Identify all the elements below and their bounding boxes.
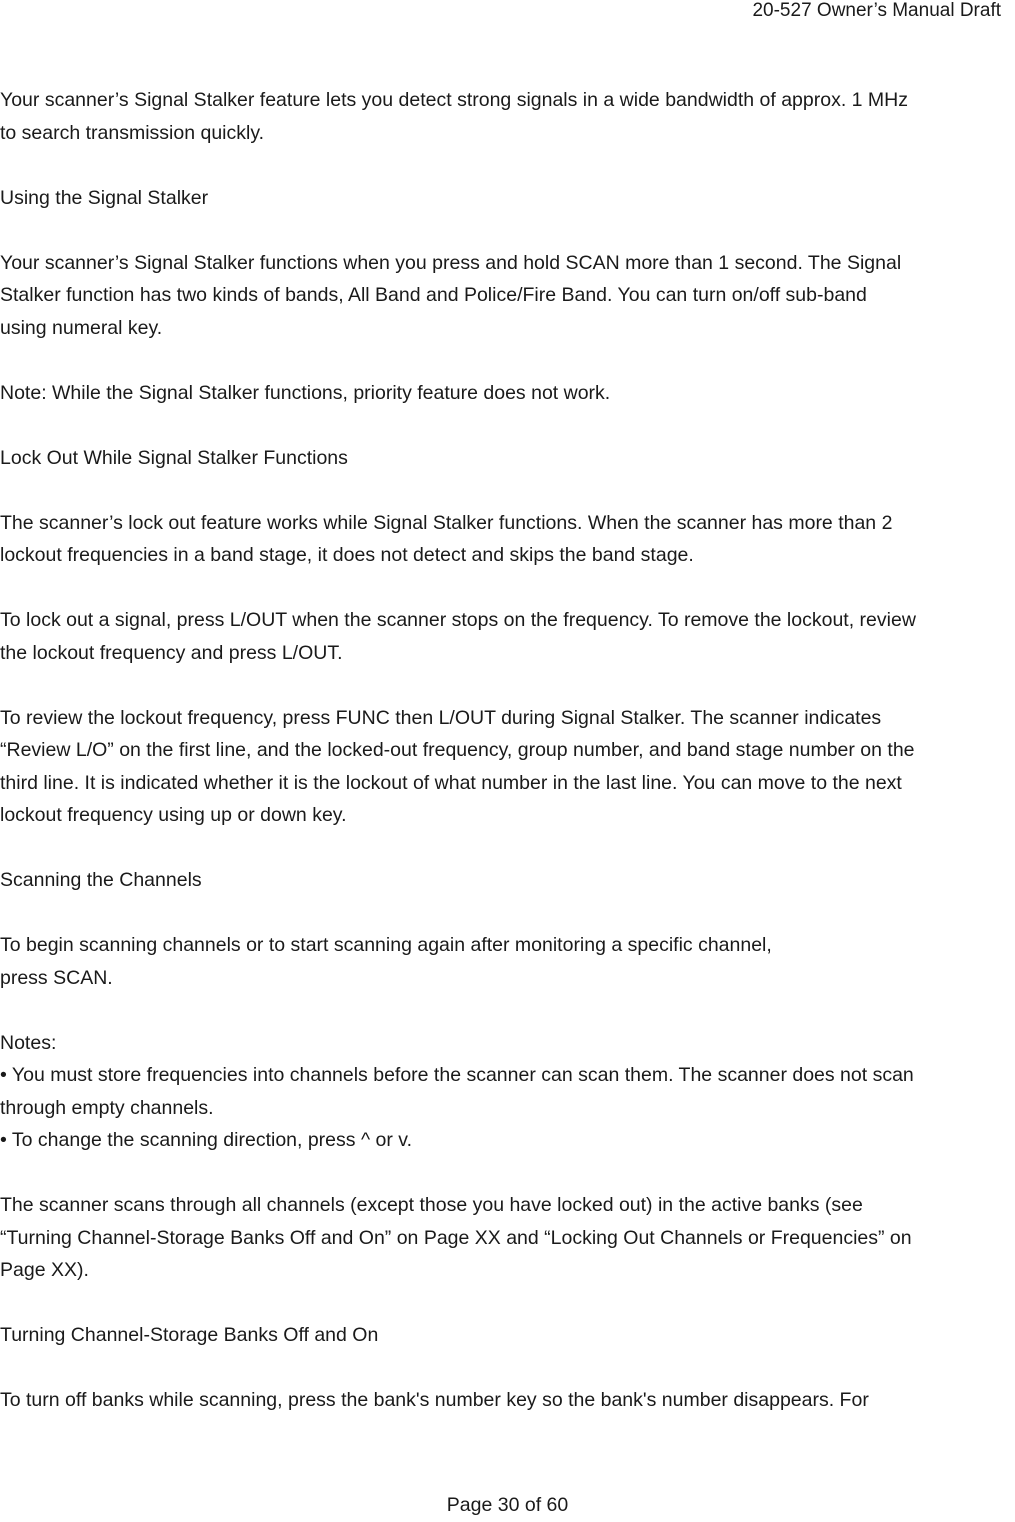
review-paragraph: [0, 702, 1015, 832]
text-line: “Review L/O” on the first line, and the locked-out frequency, group number, and band stage number on the: [0, 739, 915, 761]
document-body: [0, 84, 1015, 1417]
text-line: using numeral key.: [0, 316, 163, 339]
text-line: To lock out a signal, press L/OUT when the scanner stops on the frequency. To remove the lockout, review: [0, 609, 916, 631]
intro-paragraph: [0, 84, 1015, 149]
text-line: To begin scanning channels or to start scanning again after monitoring a specific channel,: [0, 934, 772, 956]
banks-paragraph: [0, 1189, 1015, 1287]
document-header: 20-527 Owner’s Manual Draft: [752, 0, 1001, 21]
list-item: • To change the scanning direction, press ^ or v.: [0, 1129, 412, 1151]
signal-stalker-paragraph: [0, 247, 1015, 345]
scanning-paragraph: [0, 929, 1015, 994]
banks-off-paragraph: [0, 1384, 1015, 1417]
text-line: to search transmission quickly.: [0, 121, 265, 144]
heading-text: Using the Signal Stalker: [0, 186, 209, 209]
text-line: Note: While the Signal Stalker functions, priority feature does not work.: [0, 381, 611, 404]
text-line: The scanner scans through all channels (except those you have locked out) in the active banks (see: [0, 1194, 863, 1216]
text-line: Stalker function has two kinds of bands, All Band and Police/Fire Band. You can turn on/off sub-band: [0, 284, 867, 306]
section-heading-signal-stalker: [0, 182, 1015, 215]
text-line: Page XX).: [0, 1259, 89, 1281]
text-line: the lockout frequency and press L/OUT.: [0, 641, 343, 664]
text-line: To review the lockout frequency, press FUNC then L/OUT during Signal Stalker. The scanner indicates: [0, 706, 882, 729]
page-number: Page 30 of 60: [446, 1494, 569, 1516]
list-item: • You must store frequencies into channels before the scanner can scan them. The scanner does not scan: [0, 1064, 914, 1086]
text-line: “Turning Channel-Storage Banks Off and On” on Page XX and “Locking Out Channels or Frequencies” on: [0, 1226, 912, 1249]
section-heading-banks: [0, 1319, 1015, 1352]
section-heading-lockout: [0, 442, 1015, 475]
section-heading-scanning: [0, 864, 1015, 897]
text-line: To turn off banks while scanning, press the bank's number key so the bank's number disappears. For: [0, 1389, 869, 1411]
text-line: lockout frequencies in a band stage, it does not detect and skips the band stage.: [0, 544, 694, 566]
heading-text: Turning Channel-Storage Banks Off and On: [0, 1324, 379, 1346]
heading-text: Lock Out While Signal Stalker Functions: [0, 446, 348, 469]
note-priority: [0, 377, 1015, 410]
heading-text: Scanning the Channels: [0, 869, 202, 891]
notes-label: Notes:: [0, 1031, 57, 1054]
lockout-how-paragraph: [0, 604, 1015, 669]
text-line: press SCAN.: [0, 966, 113, 989]
text-line: lockout frequency using up or down key.: [0, 804, 347, 826]
text-line: third line. It is indicated whether it is the lockout of what number in the last line. You can move to the next: [0, 771, 902, 794]
text-line: Your scanner’s Signal Stalker feature lets you detect strong signals in a wide bandwidth of approx. 1 MHz: [0, 89, 908, 111]
text-line: Your scanner’s Signal Stalker functions when you press and hold SCAN more than 1 second. The Signal: [0, 251, 902, 274]
text-line: The scanner’s lock out feature works while Signal Stalker functions. When the scanner has more than 2: [0, 511, 893, 534]
lockout-paragraph: [0, 507, 1015, 572]
list-item: through empty channels.: [0, 1096, 214, 1119]
notes-block: [0, 1027, 1015, 1157]
